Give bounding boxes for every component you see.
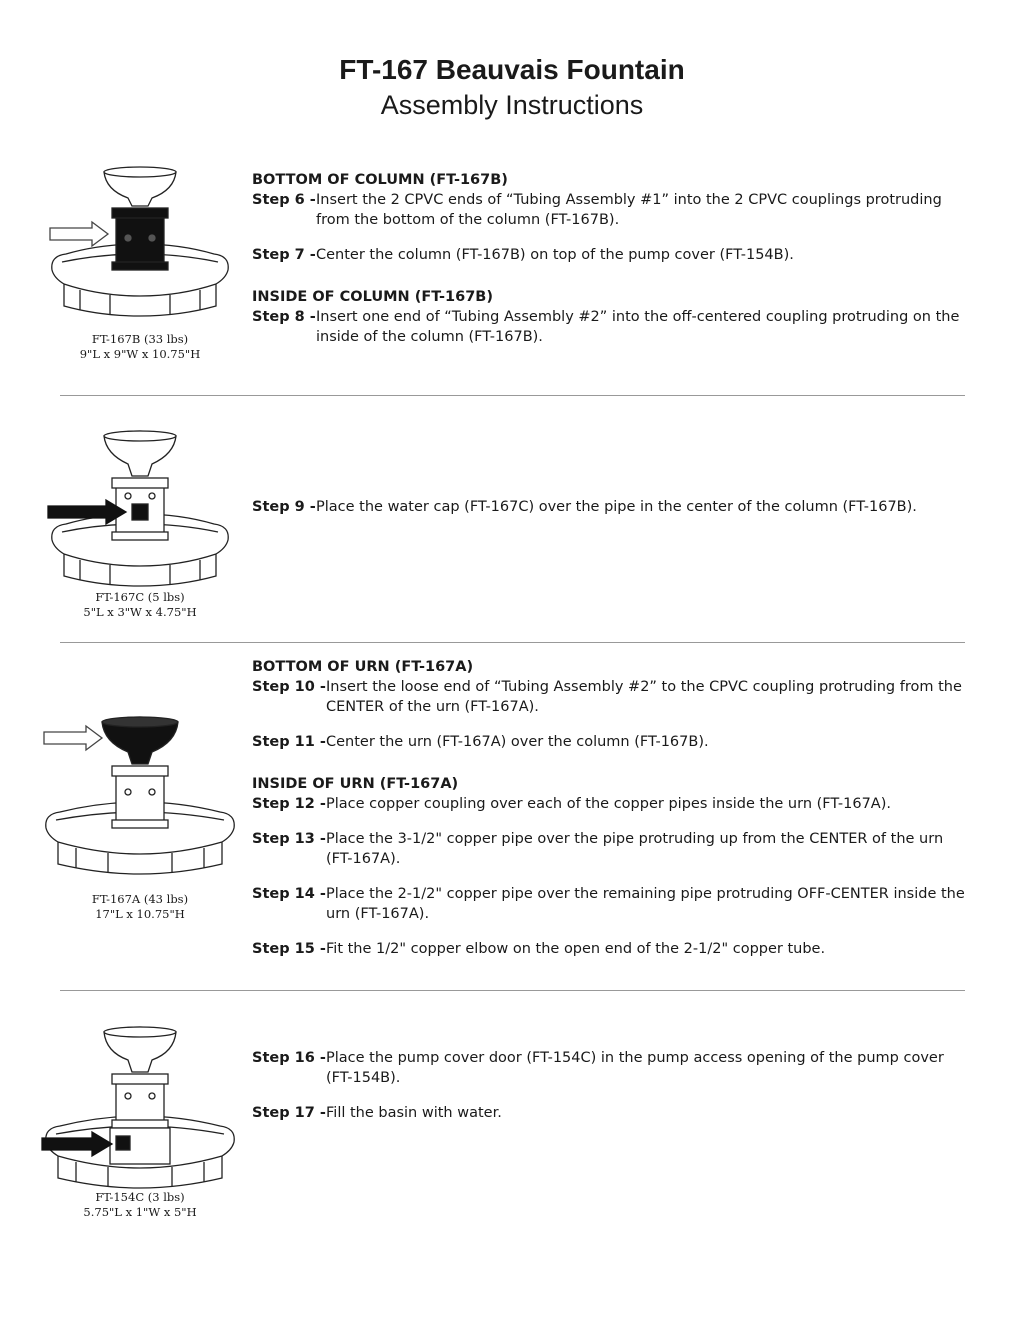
step-11	[252, 732, 972, 752]
section-heading: INSIDE OF COLUMN (FT-167B)	[252, 289, 493, 305]
step-label: Step 8 -	[252, 309, 316, 325]
part-caption	[40, 892, 240, 922]
step-label: Step 11 -	[252, 734, 326, 750]
caption-weight: FT-154C (3 lbs)	[95, 1190, 185, 1204]
caption-weight: FT-167B (33 lbs)	[91, 332, 189, 346]
section-divider	[60, 990, 965, 991]
part-caption	[40, 590, 240, 620]
part-caption	[40, 332, 240, 362]
step-text: Center the column (FT-167B) on top of the pump cover (FT-154B).	[316, 247, 794, 263]
step-text: Center the urn (FT-167A) over the column (FT-167B).	[326, 734, 709, 750]
section-heading: BOTTOM OF COLUMN (FT-167B)	[252, 172, 508, 188]
step-14	[252, 884, 972, 924]
instructions-block	[252, 497, 972, 517]
step-6	[252, 190, 972, 230]
step-8	[252, 307, 972, 347]
instructions-block	[252, 657, 972, 959]
step-label: Step 7 -	[252, 247, 316, 263]
page-title: FT-167 Beauvais Fountain	[339, 54, 685, 85]
step-15	[252, 939, 972, 959]
step-text: Insert the loose end of “Tubing Assembly #2” to the CPVC coupling protruding from the CENTER of the urn (FT-167A).	[326, 679, 962, 715]
part-caption	[40, 1190, 240, 1220]
instructions-block	[252, 170, 972, 347]
fountain-illustration-water-cap	[40, 420, 240, 590]
step-label: Step 13 -	[252, 831, 326, 847]
step-10	[252, 677, 972, 717]
caption-dimensions: 17"L x 10.75"H	[95, 907, 185, 921]
step-label: Step 9 -	[252, 499, 316, 515]
step-9	[252, 497, 972, 517]
step-text: Place copper coupling over each of the copper pipes inside the urn (FT-167A).	[326, 796, 891, 812]
step-label: Step 16 -	[252, 1050, 326, 1066]
step-text: Place the water cap (FT-167C) over the pipe in the center of the column (FT-167B).	[316, 499, 917, 515]
caption-dimensions: 9"L x 9"W x 10.75"H	[79, 347, 201, 361]
step-text: Fill the basin with water.	[326, 1105, 502, 1121]
page-subtitle: Assembly Instructions	[380, 90, 644, 120]
step-label: Step 17 -	[252, 1105, 326, 1121]
step-16	[252, 1048, 972, 1088]
step-text: Place the 3-1/2" copper pipe over the pipe protruding up from the CENTER of the urn (FT-167A).	[326, 831, 944, 867]
step-17	[252, 1103, 972, 1123]
step-label: Step 12 -	[252, 796, 326, 812]
section-heading: INSIDE OF URN (FT-167A)	[252, 776, 459, 792]
step-text: Place the 2-1/2" copper pipe over the remaining pipe protruding OFF-CENTER inside the urn (FT-167A).	[326, 886, 965, 922]
step-label: Step 14 -	[252, 886, 326, 902]
instructions-block	[252, 1048, 972, 1123]
fountain-illustration-urn	[40, 710, 240, 880]
step-text: Fit the 1/2" copper elbow on the open end of the 2-1/2" copper tube.	[326, 941, 826, 957]
section-heading: BOTTOM OF URN (FT-167A)	[252, 659, 474, 675]
fountain-illustration-column	[40, 158, 240, 323]
caption-dimensions: 5.75"L x 1"W x 5"H	[83, 1205, 197, 1219]
step-12	[252, 794, 972, 814]
fountain-illustration-pump-door	[40, 1020, 240, 1190]
step-label: Step 6 -	[252, 192, 316, 208]
step-13	[252, 829, 972, 869]
section-divider	[60, 642, 965, 643]
caption-weight: FT-167C (5 lbs)	[95, 590, 185, 604]
step-text: Insert one end of “Tubing Assembly #2” into the off-centered coupling protruding on the inside of the column (FT-167B).	[316, 309, 960, 345]
step-label: Step 15 -	[252, 941, 326, 957]
step-7	[252, 245, 972, 265]
step-text: Insert the 2 CPVC ends of “Tubing Assembly #1” into the 2 CPVC couplings protruding from the bottom of the column (FT-167B).	[316, 192, 942, 228]
step-text: Place the pump cover door (FT-154C) in the pump access opening of the pump cover (FT-154B).	[326, 1050, 944, 1086]
caption-dimensions: 5"L x 3"W x 4.75"H	[83, 605, 197, 619]
caption-weight: FT-167A (43 lbs)	[91, 892, 189, 906]
step-label: Step 10 -	[252, 679, 326, 695]
section-divider	[60, 395, 965, 396]
